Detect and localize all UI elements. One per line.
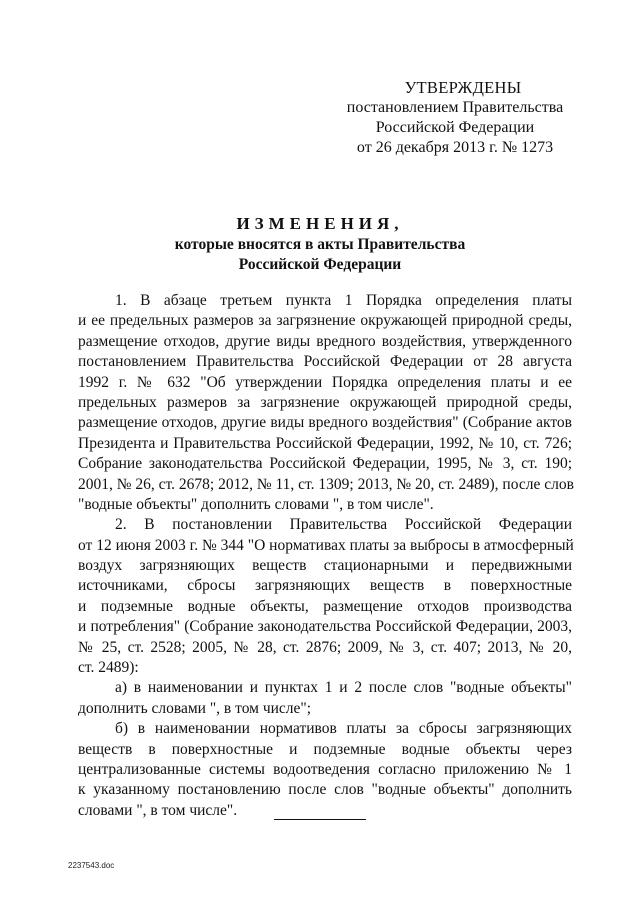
body-line: а) в наименовании и пунктах 1 и 2 после слов "водные объекты" (115, 679, 572, 697)
title-subtitle-1: которые вносятся в акты Правительства (174, 236, 466, 253)
document-body (78, 291, 572, 821)
body-line: и подземные водные объекты, размещение отходов производства (78, 597, 572, 615)
approval-heading: УТВЕРЖДЕНЫ (404, 78, 522, 97)
body-line: размещение отходов, другие виды вредного воздействия, утвержденного (78, 332, 572, 350)
body-line: постановлением Правительства Российской Федерации от 28 августа (78, 353, 572, 371)
body-line: 1992 г. № 632 "Об утверждении Порядка определения платы и ее (78, 373, 572, 391)
body-line: централизованные системы водоотведения согласно приложению № 1 (78, 760, 572, 778)
body-line: источниками, сбросы загрязняющих веществ в поверхностные (78, 577, 572, 595)
body-line: Собрание законодательства Российской Федерации, 1995, № 3, ст. 190; (78, 455, 572, 473)
approval-line-1: постановлением Правительства (346, 99, 564, 116)
body-line: и потребления" (Собрание законодательства Российской Федерации, 2003, (78, 618, 572, 636)
body-line: к указанному постановлению после слов "водные объекты" дополнить (78, 781, 572, 799)
body-line: от 12 июня 2003 г. № 344 "О нормативах платы за выбросы в атмосферный (78, 536, 574, 554)
body-line: и ее предельных размеров за загрязнение окружающей природной среды, (78, 312, 572, 330)
body-line: размещение отходов, другие виды вредного воздействия" (Собрание актов (78, 414, 572, 432)
body-line: "водные объекты" дополнить словами ", в том числе". (78, 495, 434, 513)
title-subtitle-2: Российской Федерации (238, 256, 402, 273)
body-line: веществ в поверхностные и подземные водные объекты через (78, 740, 572, 758)
title-main: ИЗМЕНЕНИЯ, (236, 214, 404, 233)
body-line: воздух загрязняющих веществ стационарными и передвижными (78, 557, 572, 575)
body-line: дополнить словами ", в том числе"; (78, 699, 312, 717)
approval-line-3: от 26 декабря 2013 г. № 1273 (356, 139, 554, 156)
end-separator-line (274, 819, 366, 820)
body-line: 2. В постановлении Правительства Российской Федерации (115, 516, 572, 534)
document-title (100, 213, 540, 275)
body-line: предельных размеров за загрязнение окружающей природной среды, (78, 393, 572, 411)
body-line: ст. 2489): (78, 659, 139, 677)
body-line: словами ", в том числе". (78, 801, 238, 819)
approval-stamp (340, 78, 570, 158)
approval-line-2: Российской Федерации (375, 119, 535, 136)
body-line: 2001, № 26, ст. 2678; 2012, № 11, ст. 1309; 2013, № 20, ст. 2489), после слов (78, 475, 574, 493)
body-line: 1. В абзаце третьем пункта 1 Порядка определения платы (115, 292, 572, 309)
document-file-id: 2237543.doc (68, 861, 115, 870)
body-line: б) в наименовании нормативов платы за сбросы загрязняющих (115, 720, 572, 738)
body-line: Президента и Правительства Российской Федерации, 1992, № 10, ст. 726; (78, 434, 572, 452)
body-line: № 25, ст. 2528; 2005, № 28, ст. 2876; 2009, № 3, ст. 407; 2013, № 20, (78, 638, 572, 656)
